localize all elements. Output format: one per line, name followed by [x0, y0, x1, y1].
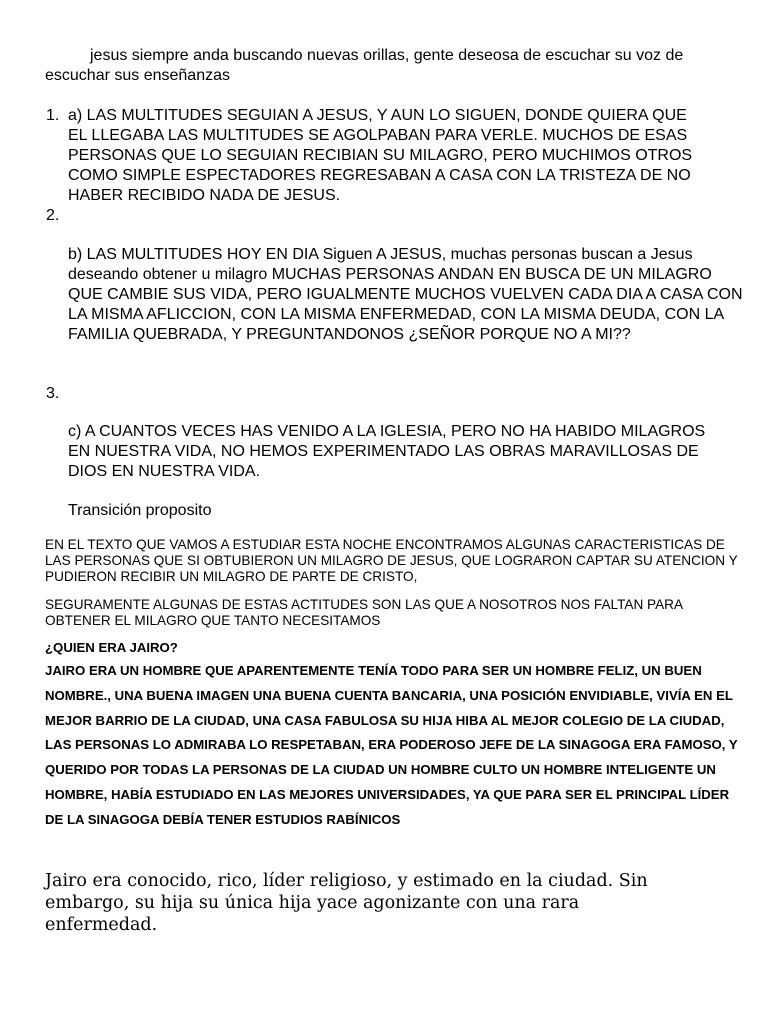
list-number-1: 1. [46, 107, 60, 124]
text-paragraph-1: EN EL TEXTO QUE VAMOS A ESTUDIAR ESTA NOCHE ENCONTRAMOS ALGUNAS CARACTERISTICAS DE LAS PERSONAS QUE SI OBTUBIERON UN MILAGRO DE JESUS, QUE LOGRARON CAPTAR SU ATENCION Y PUDIERON RECIBIR UN MILAGRO DE PARTE DE CRISTO, [45, 537, 738, 584]
transition-label: Transición proposito [68, 502, 212, 519]
jairo-description: JAIRO ERA UN HOMBRE QUE APARENTEMENTE TENÍA TODO PARA SER UN HOMBRE FELIZ, UN BUEN NOMBRE., UNA BUENA IMAGEN UNA BUENA CUENTA BANCARIA, UNA POSICIÓN ENVIDIABLE, VIVÍA EN EL MEJOR BARRIO DE LA CIUDAD, UNA CASA FABULOSA SU HIJA HIBA AL MEJOR COLEGIO DE LA CIUDAD, LAS PERSONAS LO ADMIRABA LO RESPETABAN, ERA PODEROSO JEFE DE LA SINAGOGA ERA FAMOSO, Y QUERIDO POR TODAS LA PERSONAS DE LA CIUDAD UN HOMBRE CULTO UN HOMBRE INTELIGENTE UN HOMBRE, HABÍA ESTUDIADO EN LAS MEJORES UNIVERSIDADES, YA QUE PARA SER EL PRINCIPAL LÍDER DE LA SINAGOGA DEBÍA TENER ESTUDIOS RABÍNICOS [45, 663, 738, 827]
text-paragraph-2: SEGURAMENTE ALGUNAS DE ESTAS ACTITUDES SON LAS QUE A NOSOTROS NOS FALTAN PARA OBTENER EL MILAGRO QUE TANTO NECESITAMOS [45, 597, 683, 628]
list-number-3: 3. [46, 385, 60, 402]
closing-paragraph: Jairo era conocido, rico, líder religioso, y estimado en la ciudad. Sin embargo, su hija su única hija yace agonizante con una rara enfermedad. [45, 871, 648, 935]
list-number-2: 2. [46, 207, 60, 224]
intro-paragraph: jesus siempre anda buscando nuevas orillas, gente deseosa de escuchar su voz de escuchar sus enseñanzas [45, 47, 684, 84]
question-heading: ¿QUIEN ERA JAIRO? [45, 640, 178, 655]
list-item-b: b) LAS MULTITUDES HOY EN DIA Siguen A JESUS, muchas personas buscan a Jesus deseando obtener u milagro MUCHAS PERSONAS ANDAN EN BUSCA DE UN MILAGRO QUE CAMBIE SUS VIDA, PERO IGUALMENTE MUCHOS VUELVEN CADA DIA A CASA CON LA MISMA AFLICCION, CON LA MISMA ENFERMEDAD, CON LA MISMA DEUDA, CON LA FAMILIA QUEBRADA, Y PREGUNTANDONOS ¿SEÑOR PORQUE NO A MI?? [68, 246, 743, 343]
list-item-c: c) A CUANTOS VECES HAS VENIDO A LA IGLESIA, PERO NO HA HABIDO MILAGROS EN NUESTRA VIDA, NO HEMOS EXPERIMENTADO LAS OBRAS MARAVILLOSAS DE DIOS EN NUESTRA VIDA. [68, 423, 706, 480]
list-item-a: a) LAS MULTITUDES SEGUIAN A JESUS, Y AUN LO SIGUEN, DONDE QUIERA QUE EL LLEGABA LAS MULTITUDES SE AGOLPABAN PARA VERLE. MUCHOS DE ESAS PERSONAS QUE LO SEGUIAN RECIBIAN SU MILAGRO, PERO MUCHIMOS OTROS COMO SIMPLE ESPECTADORES REGRESABAN A CASA CON LA TRISTEZA DE NO HABER RECIBIDO NADA DE JESUS. [68, 107, 693, 204]
